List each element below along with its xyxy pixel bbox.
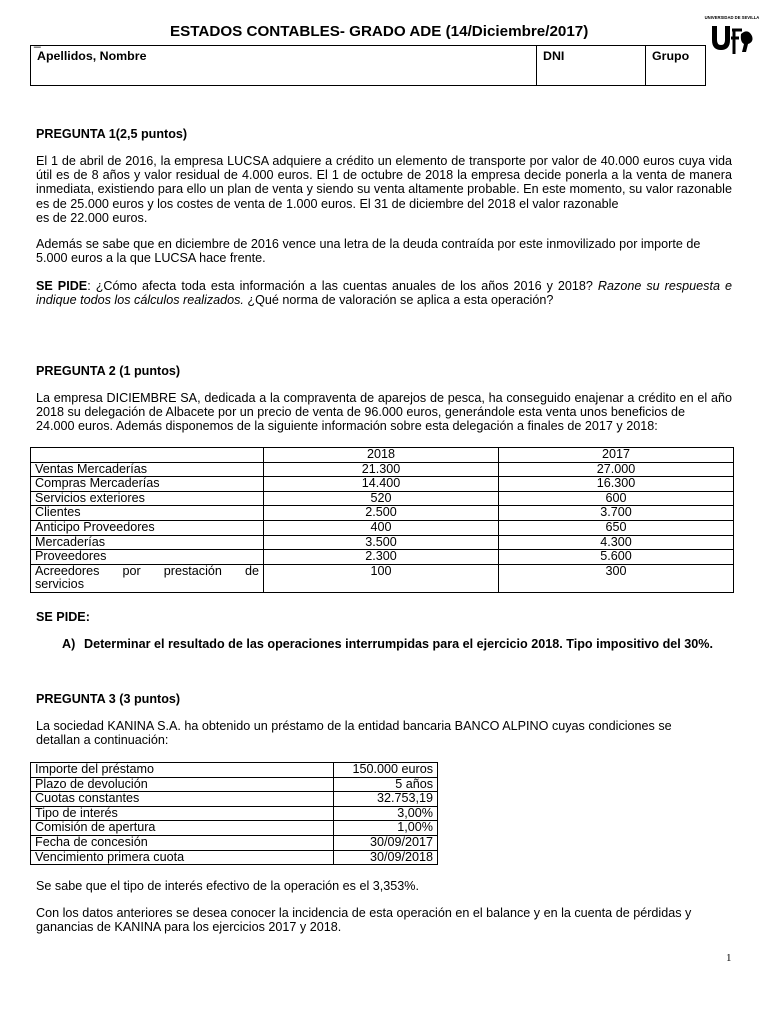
header-dash: _ xyxy=(34,34,41,48)
university-logo-icon xyxy=(704,10,760,56)
q3-paragraph-2: Se sabe que el tipo de interés efectivo de la operación es el 3,353%. xyxy=(36,879,419,893)
document-title: ESTADOS CONTABLES- GRADO ADE (14/Diciembre/2017) xyxy=(170,23,589,40)
q2-data-table xyxy=(30,447,734,593)
table-header-row xyxy=(31,448,734,463)
q1-heading: PREGUNTA 1(2,5 puntos) xyxy=(36,127,188,141)
table-row: Cuotas constantes 32.753,19 xyxy=(31,792,438,807)
table-row: Servicios exteriores 520 600 xyxy=(31,491,734,506)
q2-item-a-label: A) xyxy=(62,637,76,651)
logo-caption: UNIVERSIDAD DE SEVILLA xyxy=(704,15,760,20)
table-row: Vencimiento primera cuota 30/09/2018 xyxy=(31,850,438,865)
table-row: Plazo de devolución 5 años xyxy=(31,777,438,792)
q2-heading: PREGUNTA 2 (1 puntos) xyxy=(36,364,181,378)
acreedores-label: Acreedores por prestación de servicios xyxy=(31,564,264,592)
table-row: Mercaderías 3.500 4.300 xyxy=(31,535,734,550)
q2-paragraph-1: La empresa DICIEMBRE SA, dedicada a la compraventa de aparejos de pesca, ha conseguido enajenar a crédito en el año 2018 su delegación de Albacete por un precio de venta de 96.000 euros, generándole esta venta unos beneficios de 24.000 euros. Además disponemos de la siguiente información sobre esta delegación a finales de 2017 y 2018: xyxy=(36,391,732,434)
column-header: 2018 xyxy=(264,448,499,463)
table-row: Ventas Mercaderías 21.300 27.000 xyxy=(31,462,734,477)
table-row: Proveedores 2.300 5.600 xyxy=(31,550,734,565)
table-row: Acreedores por prestación de servicios 100 300 xyxy=(31,564,734,592)
q3-loan-table xyxy=(30,762,438,865)
q1-paragraph-2: Además se sabe que en diciembre de 2016 vence una letra de la deuda contraída por este inmovilizado por importe de 5.000 euros a la que LUCSA hace frente. xyxy=(36,237,701,266)
table-row: Comisión de apertura 1,00% xyxy=(31,821,438,836)
table-row: Clientes 2.500 3.700 xyxy=(31,506,734,521)
table-row: Importe del préstamo 150.000 euros xyxy=(31,763,438,778)
page-number: 1 xyxy=(726,952,732,964)
name-field[interactable]: Apellidos, Nombre xyxy=(31,46,537,86)
table-row: Fecha de concesión 30/09/2017 xyxy=(31,835,438,850)
table-row: Tipo de interés 3,00% xyxy=(31,806,438,821)
q1-se-pide: SE PIDE: ¿Cómo afecta toda esta información a las cuentas anuales de los años 2016 y 2018? Razone su respuesta e indique todos los cálculos realizados. ¿Qué norma de valoración se aplica a esta operación? xyxy=(36,279,732,308)
table-row: Compras Mercaderías 14.400 16.300 xyxy=(31,477,734,492)
q3-paragraph-3: Con los datos anteriores se desea conocer la incidencia de esta operación en el balance y en la cuenta de pérdidas y ganancias de KANINA para los ejercicios 2017 y 2018. xyxy=(36,906,692,935)
q3-heading: PREGUNTA 3 (3 puntos) xyxy=(36,692,181,706)
q2-se-pide: SE PIDE: xyxy=(36,610,90,624)
table-row: Anticipo Proveedores 400 650 xyxy=(31,520,734,535)
student-info-table xyxy=(30,45,706,86)
dni-field[interactable]: DNI xyxy=(537,46,646,86)
group-field[interactable]: Grupo xyxy=(646,46,706,86)
q3-paragraph-1: La sociedad KANINA S.A. ha obtenido un préstamo de la entidad bancaria BANCO ALPINO cuyas condiciones se detallan a continuación: xyxy=(36,719,672,748)
column-header: 2017 xyxy=(499,448,734,463)
q2-item-a: Determinar el resultado de las operaciones interrumpidas para el ejercicio 2018. Tipo impositivo del 30%. xyxy=(84,637,713,651)
q1-paragraph-1: El 1 de abril de 2016, la empresa LUCSA adquiere a crédito un elemento de transporte por valor de 40.000 euros cuya vida útil es de 8 años y valor residual de 4.000 euros. El 1 de octubre de 2018 la empresa decide ponerla a la venta de manera inmediata, existiendo para ello un plan de venta y siendo su venta altamente probable. En este momento, su valor razonable es de 25.000 euros y los costes de venta de 1.000 euros. El 31 de diciembre del 2018 el valor razonable es de 22.000 euros. xyxy=(36,154,732,225)
